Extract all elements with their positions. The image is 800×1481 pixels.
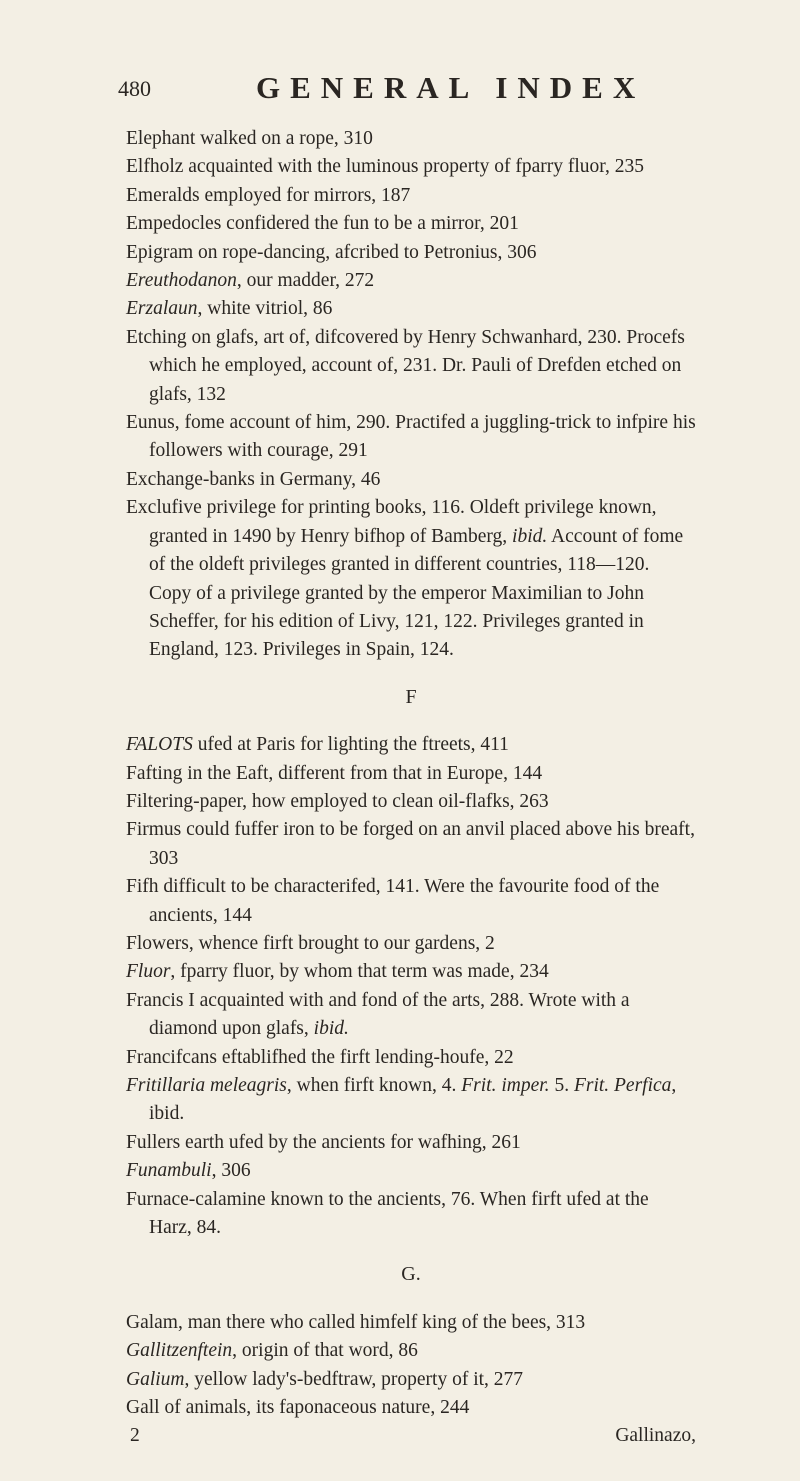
index-entry	[126, 1186, 696, 1243]
entry-text: Epigram on rope-dancing, afcribed to Petronius, 306	[126, 241, 537, 263]
entries-f	[126, 731, 696, 1242]
index-entry	[126, 1044, 696, 1072]
index-entry	[126, 324, 696, 409]
entry-text: Fifh difficult to be characterifed, 141. Were the favourite food of the ancients, 144	[126, 876, 660, 926]
entry-italic-text: FALOTS	[126, 734, 193, 756]
index-entry	[126, 466, 696, 494]
entry-text: , 306	[211, 1160, 251, 1182]
entry-text: Galam, man there who called himfelf king of the bees, 313	[126, 1311, 586, 1333]
index-entry	[126, 409, 696, 466]
entry-text: Eunus, fome account of him, 290. Practifed a juggling-trick to infpire his followers with courage, 291	[126, 412, 696, 462]
entry-text: , origin of that word, 86	[232, 1340, 418, 1362]
index-entry	[126, 1157, 696, 1185]
entry-italic-text: Gallitzenftein	[126, 1340, 233, 1362]
entry-text: Elephant walked on a rope, 310	[126, 128, 373, 149]
entry-italic-text: Frit. imper.	[461, 1075, 550, 1096]
index-entry	[126, 816, 696, 873]
entry-text: Fullers earth ufed by the ancients for wafhing, 261	[126, 1131, 521, 1153]
index-entry	[126, 1129, 696, 1157]
entry-italic-text: Erzalaun	[126, 298, 198, 320]
entry-italic-text: ibid.	[313, 1018, 349, 1040]
entry-text: Gall of animals, its faponaceous nature, 244	[126, 1397, 470, 1419]
signature-mark: 2	[130, 1425, 140, 1447]
entry-text: Etching on glafs, art of, difcovered by Henry Schwanhard, 230. Procefs which he employed, account of, 231. Dr. Pauli of Drefden etched on glafs, 132	[126, 326, 685, 405]
index-entry	[126, 267, 696, 295]
index-entry	[126, 1337, 696, 1365]
page-footer	[126, 1422, 696, 1450]
index-entry	[126, 1309, 696, 1337]
index-entry	[126, 1072, 696, 1129]
entry-text: Elfholz acquainted with the luminous property of fparry fluor, 235	[126, 156, 644, 178]
entry-text: Emeralds employed for mirrors, 187	[126, 184, 411, 206]
catchword: Gallinazo,	[615, 1425, 696, 1447]
entry-text: Account of fome of the oldeft privileges granted in different countries, 118—120. Copy of a privilege granted by the emperor Maximilian to John Scheffer, for his edition of Livy, 121, 122. Privileges granted in England, 123. Privileges in Spain, 124.	[149, 525, 684, 661]
entry-text: , yellow lady's-bedftraw, property of it, 277	[184, 1368, 524, 1390]
index-entry	[126, 958, 696, 986]
entry-italic-text: Ereuthodanon	[126, 270, 237, 292]
entry-italic-text: ibid.	[512, 525, 548, 547]
index-entry	[126, 210, 696, 238]
entry-text: , fparry fluor, by whom that term was made, 234	[170, 961, 549, 983]
index-entry	[126, 987, 696, 1044]
index-entry	[126, 153, 696, 181]
entry-text: Fafting in the Eaft, different from that in Europe, 144	[126, 762, 543, 784]
index-entry	[126, 239, 696, 267]
index-entry	[126, 125, 696, 153]
entry-text: Furnace-calamine known to the ancients, 76. When firft ufed at the Harz, 84.	[126, 1188, 649, 1239]
entry-text: , when firft known, 4.	[286, 1075, 462, 1096]
index-entry	[126, 295, 696, 323]
entry-text: Francis I acquainted with and fond of the arts, 288. Wrote with a diamond upon glafs,	[126, 989, 630, 1040]
entries-g	[126, 1309, 696, 1423]
index-entry	[126, 1394, 696, 1422]
index-entry	[126, 494, 696, 664]
entry-italic-text: Frit. Perfica	[573, 1075, 672, 1096]
entry-text: Firmus could fuffer iron to be forged on an anvil placed above his breaft, 303	[126, 819, 695, 869]
entry-text: 5.	[549, 1075, 574, 1096]
section-heading-g: G.	[401, 1263, 421, 1286]
entry-text: , ibid.	[149, 1075, 677, 1125]
section-heading-f: F	[405, 685, 417, 708]
page-number: 480	[118, 76, 151, 101]
entry-text: Flowers, whence firft brought to our gardens, 2	[126, 932, 495, 954]
index-entry	[126, 1366, 696, 1394]
entry-text: Filtering-paper, how employed to clean oil-flafks, 263	[126, 790, 549, 812]
entry-italic-text: Funambuli	[126, 1160, 212, 1182]
entry-text: , our madder, 272	[236, 270, 375, 292]
index-entry	[126, 873, 696, 930]
entry-text: ufed at Paris for lighting the ftreets, 411	[192, 734, 509, 756]
entry-text: Empedocles confidered the fun to be a mirror, 201	[126, 213, 519, 235]
entry-text: Francifcans eftablifhed the firft lending-houfe, 22	[126, 1046, 514, 1068]
index-entry	[126, 930, 696, 958]
index-entry	[126, 788, 696, 816]
index-body	[126, 125, 696, 1451]
entry-italic-text: Fluor	[126, 961, 171, 983]
running-title: GENERAL INDEX	[256, 70, 646, 105]
entry-text: Exchange-banks in Germany, 46	[126, 468, 381, 490]
entry-text: Exclufive privilege for printing books, 116. Oldeft privilege known, granted in 1490 by Henry bifhop of Bamberg,	[126, 497, 657, 547]
index-entry	[126, 731, 696, 759]
entry-italic-text: Fritillaria meleagris	[126, 1075, 287, 1096]
entries-e	[126, 125, 696, 665]
page-header	[118, 70, 660, 110]
entry-italic-text: Galium	[126, 1368, 185, 1390]
index-entry	[126, 182, 696, 210]
index-entry	[126, 760, 696, 788]
entry-text: , white vitriol, 86	[197, 298, 333, 320]
